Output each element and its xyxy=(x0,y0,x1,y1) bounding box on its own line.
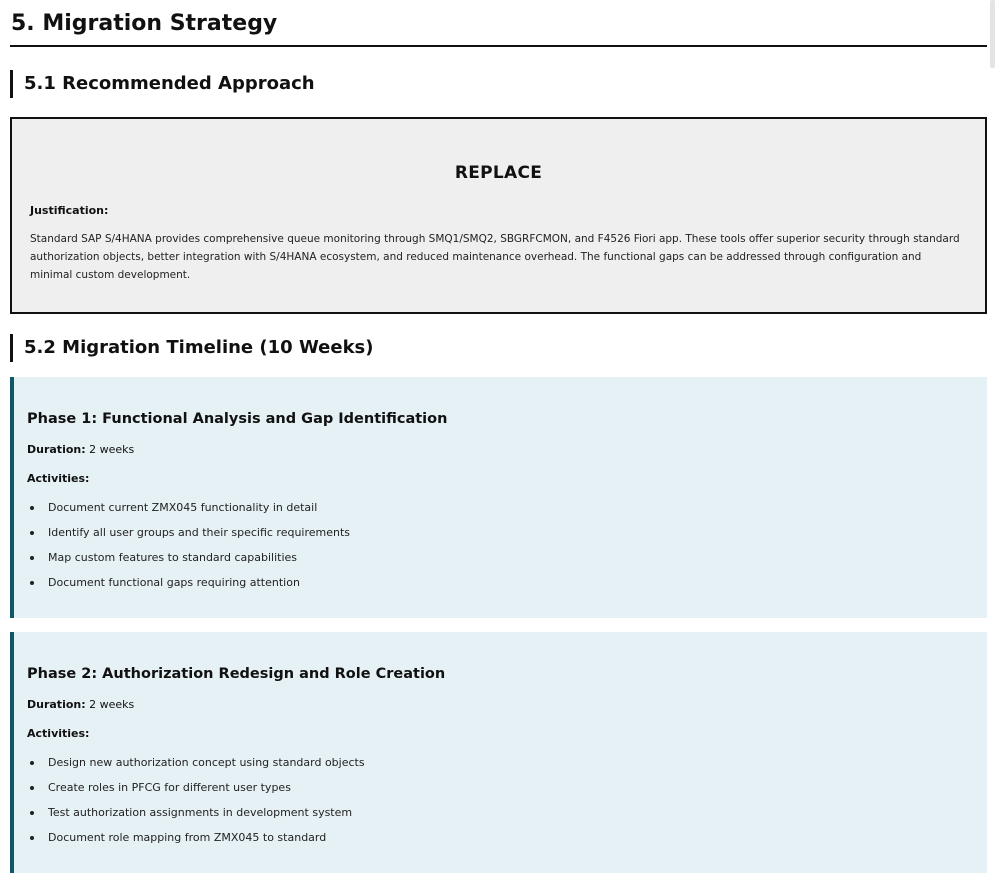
bullet-icon xyxy=(30,836,34,840)
activity-text: Map custom features to standard capabilities xyxy=(48,551,298,564)
list-item xyxy=(27,829,365,854)
activities-list xyxy=(27,754,365,854)
bullet-icon xyxy=(30,506,34,510)
list-item xyxy=(27,499,350,524)
duration-value: 2 weeks xyxy=(89,698,135,711)
scrollbar-thumb[interactable] xyxy=(990,0,995,68)
justification-text: Standard SAP S/4HANA provides comprehensive queue monitoring through SMQ1/SMQ2, SBGRFCMON, and F4526 Fiori app. These tools offer superior security through standard authorization objects, better integration with S/4HANA ecosystem, and reduced maintenance overhead. The functional gaps can be addressed through configuration and minimal custom development. xyxy=(30,233,960,281)
recommendation-box xyxy=(10,117,987,314)
phase-duration xyxy=(27,443,134,456)
page-title: 5. Migration Strategy xyxy=(11,11,278,36)
activity-text: Document current ZMX045 functionality in detail xyxy=(48,501,318,514)
list-item xyxy=(27,804,365,829)
activity-text: Create roles in PFCG for different user types xyxy=(48,781,291,794)
bullet-icon xyxy=(30,581,34,585)
duration-label: Duration: xyxy=(27,698,86,711)
phase-card xyxy=(10,377,987,618)
activities-label: Activities: xyxy=(27,472,90,485)
title-divider xyxy=(10,45,987,47)
activity-text: Document role mapping from ZMX045 to standard xyxy=(48,831,327,844)
phase-card xyxy=(10,632,987,873)
phase-title: Phase 1: Functional Analysis and Gap Identification xyxy=(27,411,448,427)
activity-text: Test authorization assignments in development system xyxy=(48,806,353,819)
activities-list xyxy=(27,499,350,599)
list-item xyxy=(27,549,350,574)
list-item xyxy=(27,524,350,549)
bullet-icon xyxy=(30,556,34,560)
recommendation-value: REPLACE xyxy=(454,163,543,183)
activity-text: Identify all user groups and their specific requirements xyxy=(48,526,351,539)
list-item xyxy=(27,779,365,804)
list-item xyxy=(27,574,350,599)
activities-label: Activities: xyxy=(27,727,90,740)
duration-value: 2 weeks xyxy=(89,443,135,456)
phase-duration xyxy=(27,698,134,711)
bullet-icon xyxy=(30,761,34,765)
activity-text: Design new authorization concept using standard objects xyxy=(48,756,365,769)
bullet-icon xyxy=(30,786,34,790)
phase-title: Phase 2: Authorization Redesign and Role Creation xyxy=(27,666,446,682)
bullet-icon xyxy=(30,531,34,535)
activity-text: Document functional gaps requiring attention xyxy=(48,576,300,589)
bullet-icon xyxy=(30,811,34,815)
justification-label: Justification: xyxy=(30,204,109,217)
list-item xyxy=(27,754,365,779)
section-heading-approach: 5.1 Recommended Approach xyxy=(10,70,315,98)
section-heading-timeline: 5.2 Migration Timeline (10 Weeks) xyxy=(10,334,374,362)
duration-label: Duration: xyxy=(27,443,86,456)
